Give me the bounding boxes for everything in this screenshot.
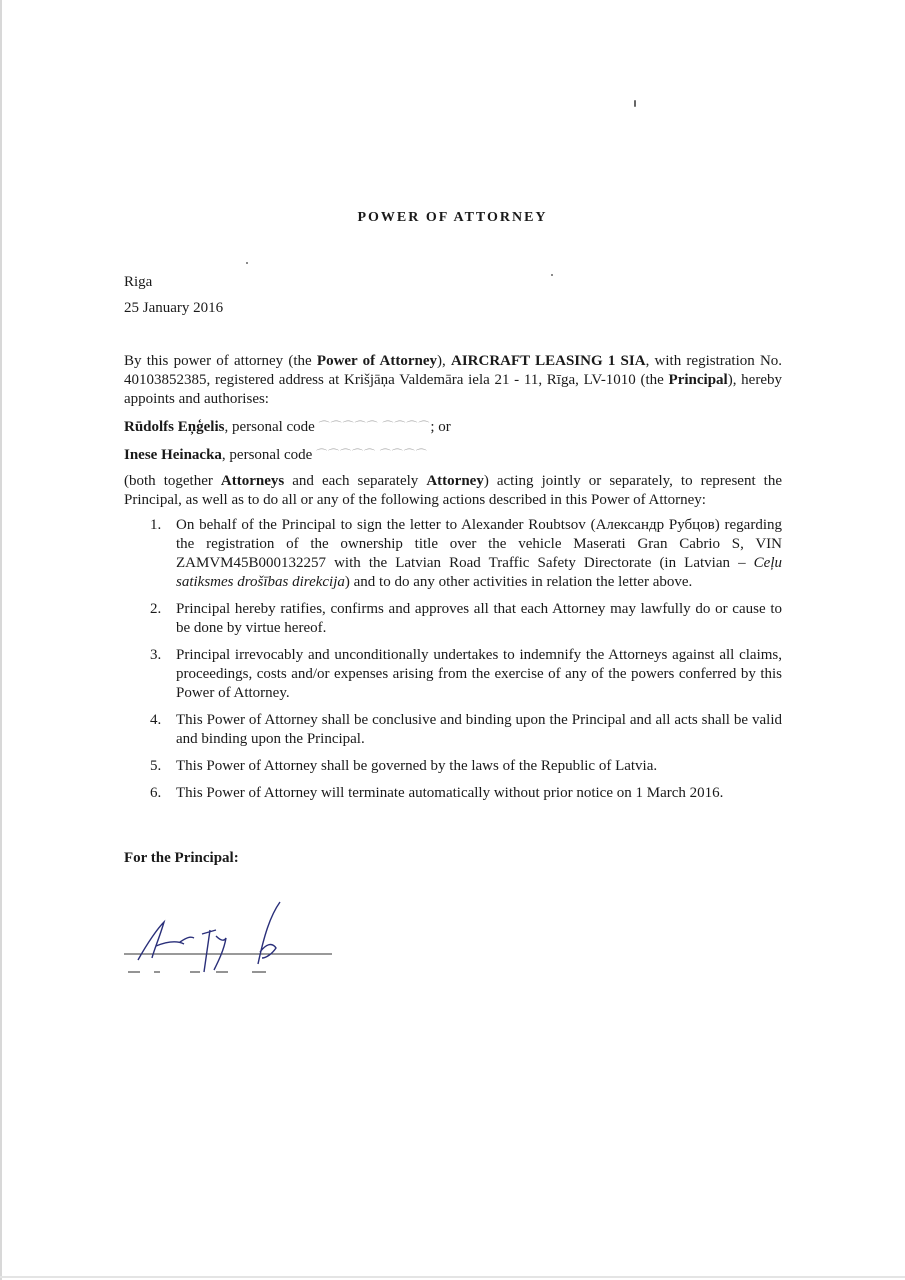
defined-term: Principal bbox=[668, 372, 728, 388]
list-number: 4. bbox=[150, 712, 162, 728]
defined-term: Attorney bbox=[426, 473, 484, 489]
intro-text: , with registration No. 40103852385, registered address at Krišjāņa Valdemāra iela 21 - 11, Rīga, LV-1010 (the bbox=[124, 353, 783, 388]
document-title: POWER OF ATTORNEY bbox=[357, 210, 548, 225]
list-number: 2. bbox=[150, 601, 162, 617]
intro-text: ), bbox=[437, 353, 451, 369]
list-item bbox=[124, 711, 782, 749]
personal-code-redacted: ⌒⌒⌒⌒⌒ ⌒⌒⌒⌒ bbox=[318, 421, 431, 433]
scan-speck bbox=[246, 262, 248, 264]
scope-text: and each separately bbox=[284, 473, 427, 489]
list-item bbox=[124, 600, 782, 638]
attorney-1-line bbox=[124, 418, 451, 437]
list-number: 3. bbox=[150, 647, 162, 663]
list-item bbox=[124, 516, 782, 592]
personal-code-label: , personal code bbox=[224, 419, 319, 435]
signoff-label: For the Principal: bbox=[124, 850, 239, 866]
attorney-name: Inese Heinacka bbox=[124, 447, 222, 463]
scan-speck bbox=[634, 100, 636, 107]
list-text: Principal hereby ratifies, confirms and approves all that each Attorney may lawfully do or cause to be done by virtue hereof. bbox=[176, 601, 782, 636]
intro-text: ), hereby appoints and authorises: bbox=[124, 372, 782, 407]
attorney-name: Rūdolfs Eņģelis bbox=[124, 419, 225, 435]
list-text: On behalf of the Principal to sign the letter to Alexander Roubtsov (Александр Рубцов) regarding the registration of the ownership title over the vehicle Maserati Gran Cabrio S, VIN ZAMVM45B000132257 with the Latvian Road Traffic Safety Directorate (in Latvian – bbox=[176, 517, 782, 571]
scope-text: (both together bbox=[124, 473, 221, 489]
attorney-2-line bbox=[124, 446, 428, 465]
intro-paragraph bbox=[124, 352, 782, 409]
date: 25 January 2016 bbox=[124, 300, 224, 316]
list-number: 1. bbox=[150, 517, 162, 533]
defined-term: Power of Attorney bbox=[316, 353, 438, 369]
attorney-suffix: ; or bbox=[430, 419, 451, 435]
list-text: Principal irrevocably and unconditionally undertakes to indemnify the Attorneys against all claims, proceedings, costs and/or expenses arising from the exercise of any of the powers conferred by this Power of Attorney. bbox=[176, 647, 782, 701]
scan-edge bbox=[0, 0, 2, 1280]
company-name: AIRCRAFT LEASING 1 SIA bbox=[451, 353, 646, 369]
personal-code-redacted: ⌒⌒⌒⌒⌒ ⌒⌒⌒⌒ bbox=[316, 449, 428, 461]
defined-term: Attorneys bbox=[220, 473, 285, 489]
personal-code-label: , personal code bbox=[221, 447, 317, 463]
list-item bbox=[124, 784, 782, 803]
actions-list bbox=[124, 516, 782, 811]
place: Riga bbox=[124, 274, 153, 290]
list-number: 5. bbox=[150, 758, 162, 774]
list-item bbox=[124, 757, 782, 776]
signature-image bbox=[120, 892, 350, 982]
list-text: This Power of Attorney shall be governed by the laws of the Republic of Latvia. bbox=[176, 758, 658, 774]
scope-text: ) acting jointly or separately, to represent the Principal, as well as to do all or any of the following actions described in this Power of Attorney: bbox=[124, 473, 782, 508]
list-number: 6. bbox=[150, 785, 162, 801]
list-text: ) and to do any other activities in relation the letter above. bbox=[344, 574, 693, 590]
list-text-italic: Ceļu satiksmes drošības direkcija bbox=[176, 555, 782, 590]
scope-paragraph bbox=[124, 472, 782, 510]
scan-edge-bottom bbox=[0, 1276, 905, 1278]
scan-speck bbox=[551, 274, 553, 276]
list-text: This Power of Attorney shall be conclusive and binding upon the Principal and all acts shall be valid and binding upon the Principal. bbox=[176, 712, 782, 747]
list-text: This Power of Attorney will terminate automatically without prior notice on 1 March 2016. bbox=[176, 785, 724, 801]
list-item bbox=[124, 646, 782, 703]
intro-text: By this power of attorney (the bbox=[124, 353, 317, 369]
